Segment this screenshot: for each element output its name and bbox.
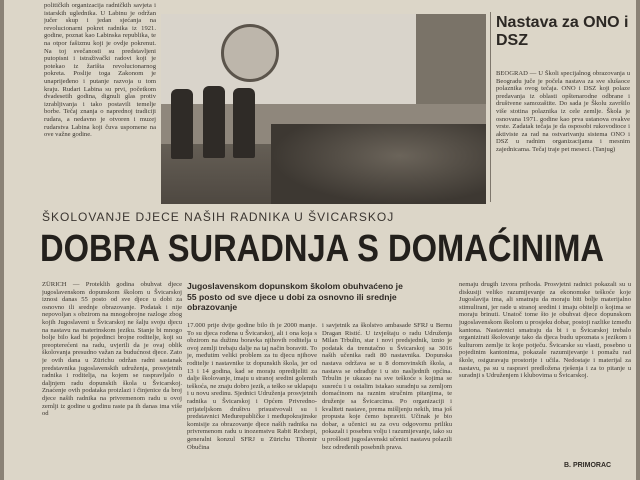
photo-person [203, 86, 225, 158]
photo-person [233, 88, 255, 158]
news-photo [161, 14, 486, 204]
sidebar-paragraph: BEOGRAD — U Školi specijalnog obrazovanja u Beogradu juče je počela nastava za sve slušaoce polaznika ovog tečaja. ONO i DSZ koji polaze predavanja iz oblasti opštenarodne odbrane i društvene samozaštite. Do sada je Školu završilo više stotina polaznika iz cele zemlje. Škola je osnovana 1971. godine kao prva ustanova ovakve vrste. Zadatak tečaja je da osposobi rukovodioce i aktiviste za rad na ostvarivanju sistema ONO i DSZ u radnim organizacijama i mesnim zajednicama. Tečaj traje pet meseci. (Tanjug) [496, 70, 630, 153]
photo-emblem [221, 24, 279, 82]
photo-curtain [416, 14, 486, 114]
article-column-4 [459, 281, 631, 459]
left-column-text [44, 2, 156, 202]
article-kicker: ŠKOLOVANJE DJECE NAŠIH RADNIKA U ŠVICARSKOJ [42, 210, 395, 224]
photo-audience [271, 124, 486, 204]
article-column-4-text: nemaju drugih izvora prihoda. Prosvjetni radnici pokazali su u diskusiji veliko razumijevanje za ekonomske teškoće koje Jugoslavija ima, ali smatraju da moraju biti bolje materijalno stimulirani, jer rade u stranoj sredini i imaju obitelji o kojima se moraju brinuti. Unatoč tome što je obuhvat djece dopunskom jugoslavenskom školom u prosjeku dobar, postoji razlike između kantona. Nastavnici smatraju da bi i u Švicarskoj trebalo organizirati školovanje tako da djeca budu upoznata s jezikom i kulturom zemlje iz koje potječu. Švicarske su vlasti, posebno u pojedinim kantonima, pokazale razumijevanje i pomažu rad škole, osiguravaju prostorije i učila. Nedostaje i materijal za nastavu, pa su u raspravi predložena rješenja i za to pitanje u suradnji s Udruženjem i klubovima u Švicarskoj. [459, 281, 631, 380]
newspaper-page [4, 0, 636, 480]
article-column-1-text: ZÜRICH — Proteklih godina obuhvat djece jugoslavenskom dopunskom školom u Švicarskoj iznosi danas 55 posto od sve djece u dobi za osnovno ili srednje obrazovanje. Podatak i nije nepovoljan s obzirom na mnogobrojne razloge zbog kojih Jugoslaveni u Švicarskoj ne šalju svoju djecu na nastavu na materinskom jeziku. Stanje bi mnogo bolje bilo kad bi pojedinci brojne roditelje, koji su preopterećeni na radu, uvjerili da je ovaj oblik školovanja presudno važan za budućnost djece. Zato je ovih dana u Zürichu održan radni sastanak predstavnika jugoslavenskih udruženja, prosvjetnih radnika i roditelja, na kojem se raspravljalo o daljnjem radu dopunskih škola u Švicarskoj. Znaćenje ovih podataka proizlazi i činjenice da broj djece naših radnika na privremenom radu u ovoj zemlji iz godine u godinu raste pa ih danas ima više od [42, 281, 182, 418]
article-column-2-text: 17.000 prije dvije godine bilo ih je 2000 manje. To su djeca rođena u Švicarskoj, ali i ona koja s obzirom na dužinu boravka njihovih roditelja u ovoj zemlji trebaju dalje na taj način boraviti. To je, međutim veliki problem za tu djecu njihove roditelje i nastavnike iz dopunskih škola, jer od 13 i 14 godina, kad se moraju opredijeliti za dalje školovanje, imaju u stranoj sredini golemih teškoća, ne znaju dobro jezik, a teško se uklapaju i u novu sredinu. Sjednici Udruženja prosvjetnih radnika u Švicarskoj i Općem Privredno-prijateljskom društvu prisustvovali su i predstavnici Međurepubličke i međupokrajinske komisije za obrazovanje djece naših radnika na privremenom radu u inozemstvu Rabit Rexhepi, generalni konzul SFRJ u Zürichu Tihomir Obučina [187, 322, 317, 451]
article-headline: DOBRA SURADNJA S DOMAĆINIMA [40, 228, 605, 270]
article-byline: B. PRIMORAC [564, 462, 612, 469]
left-column-paragraph: političkih organizacija radničkih savjeta i istarskih uglednika. U Labinu je održan jučer skup i jedan sjećanja na revolucionarni pokret radnika iz 1921. godine, poznat kao Labinska republika, te na otpor fašizmu koji je ovdje pokrenut. Na toj svečanosti su predstavljeni putopisni i istraživački radovi koji je potekao iz žarišta revolucionarnog pokreta. Poslije toga Zakonom je unaprijeđeno i putanje razvoja u tom kraju. Rudari Labina su prvi, početkom dvadesetih godina, dignuli glas protiv izrabljivanja i tako postavili temelje borbe. Tečaj znanja o naprednoj tradiciji rudara, a nedavno je otvoren i muzej rudarstva Labina koji čuva uspomene na ove važne godine. [44, 2, 156, 139]
sidebar-headline: Nastava za ONO i DSZ [496, 14, 629, 49]
article-column-2 [187, 322, 317, 477]
column-divider [490, 12, 491, 202]
article-lead: Jugoslavenskom dopunskom školom obuhvaćeno je 55 posto od sve djece u dobi za osnovno ili srednje obrazovanje [187, 281, 403, 312]
article-column-1 [42, 281, 182, 477]
photo-person [171, 89, 193, 159]
article-column-3 [322, 322, 452, 477]
article-column-3-text: i savjetnik za školstvo ambasade SFRJ u Bernu Dragan Ristić. U izvještaju o radu Udruženja Milan Trbulin, star i novi predsjednik, iznio je podatak da trenutačno u Švicarskoj sa 3016 naših učenika radi 80 nastavnika. Dopunska nastava održava se u 8 domovinskih škola, a nastava se odrađuje i u sto nasljednih općina. Trbulin je ukazao na sve teškoće s kojima se susreću i u ostalim istakao suradnju sa zemljom domaćinom na raznim stručnim pitanjima, te druženje sa Švicarcima. Po organizaciji i kvaliteti nastave, prema mišljenju nekih, ima još propusta koje ćemo ispraviti. Učinak je bio dobar, a učenici su za ovu odgovornu priliku pokazali i posebnu volju i razumijevanje, iako su u prošlosti jugoslavenski učenici nastavu polazili bez određenih posebnih prava. [322, 322, 452, 451]
sidebar-text [496, 70, 630, 205]
